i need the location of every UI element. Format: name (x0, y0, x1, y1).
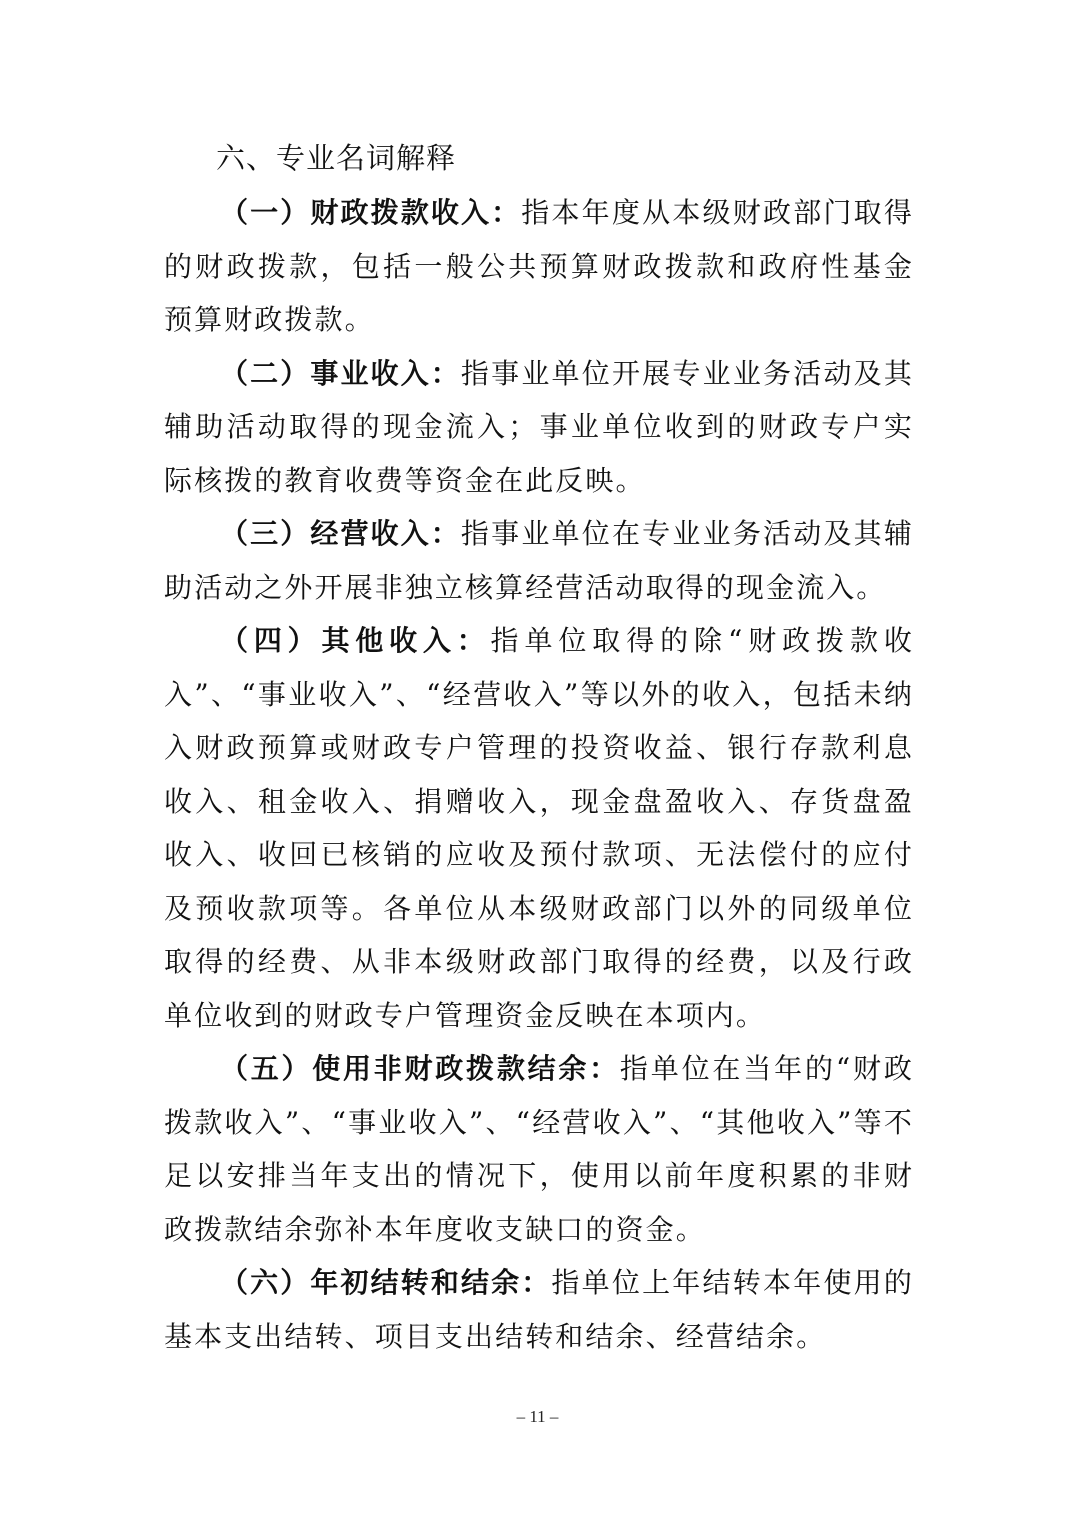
term-label-5: （五）使用非财政拨款结余： (220, 1052, 620, 1085)
definition-paragraph-3 (164, 507, 914, 614)
definition-text-1: 指本年度从本级财政部门取得的财政拨款，包括一般公共预算财政拨款和政府性基金预算财政拨款。 (164, 196, 914, 336)
section-heading: 六、专业名词解释 (216, 141, 457, 175)
document-body (164, 130, 914, 1363)
definition-paragraph-6 (164, 1256, 914, 1363)
definition-paragraph-4 (164, 614, 914, 1042)
term-label-3: （三）经营收入： (220, 517, 461, 550)
page-number: – 11 – (516, 1407, 559, 1426)
term-label-2: （二）事业收入： (220, 356, 461, 390)
definition-paragraph-5 (164, 1042, 914, 1256)
term-label-1: （一）财政拨款收入： (220, 196, 522, 229)
definition-text-5: 指单位在当年的“财政拨款收入”、“事业收入”、“经营收入”、“其他收入”等不足以安排当年支出的情况下，使用以前年度积累的非财政拨款结余弥补本年度收支缺口的资金。 (164, 1052, 914, 1246)
definition-text-6: 指单位上年结转本年使用的基本支出结转、项目支出结转和结余、经营结余。 (164, 1266, 914, 1353)
term-label-6: （六）年初结转和结余： (220, 1266, 552, 1299)
definition-paragraph-2 (164, 347, 914, 508)
definition-text-3: 指事业单位在专业业务活动及其辅助活动之外开展非独立核算经营活动取得的现金流入。 (164, 517, 914, 604)
definition-text-4: 指单位取得的除“财政拨款收入”、“事业收入”、“经营收入”等以外的收入，包括未纳入财政预算或财政专户管理的投资收益、银行存款利息收入、租金收入、捐赠收入，现金盘盈收入、存货盘盈收入、收回已核销的应收及预付款项、无法偿付的应付及预收款项等。各单位从本级财政部门以外的同级单位取得的经费、从非本级财政部门取得的经费，以及行政单位收到的财政专户管理资金反映在本项内。 (164, 624, 914, 1032)
definition-text-2: 指事业单位开展专业业务活动及其辅助活动取得的现金流入；事业单位收到的财政专户实际核拨的教育收费等资金在此反映。 (164, 356, 914, 497)
definition-paragraph-1 (164, 186, 914, 347)
term-label-4: （四）其他收入： (220, 624, 491, 657)
